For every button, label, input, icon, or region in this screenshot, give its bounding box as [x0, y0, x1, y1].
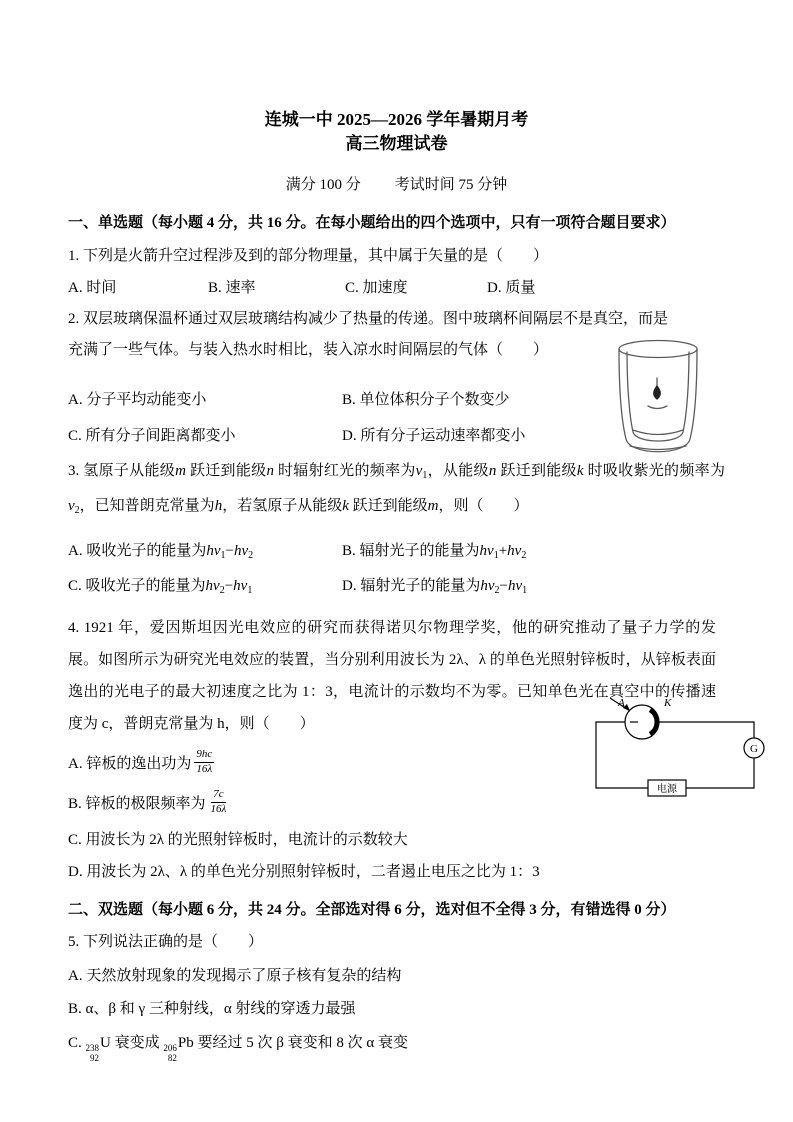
label-anode-a: A [618, 697, 625, 709]
drop-icon [654, 386, 661, 399]
q5-option-b: B. α、β 和 γ 三种射线，α 射线的穿透力最强 [68, 1001, 356, 1017]
cathode-plate [650, 710, 657, 734]
q5-option-a: A. 天然放射现象的发现揭示了原子核有复杂的结构 [68, 968, 402, 984]
q1-option-c: C. 加速度 [345, 280, 408, 296]
wire-bottom-right [686, 758, 754, 788]
q4-option-a: A. 锌板的逸出功为 $\frac{9hc}{16\lambda}$ [68, 748, 213, 775]
question-3-options-row2 [68, 571, 725, 606]
cup-inner-bottom [633, 430, 683, 435]
q1-option-a: A. 时间 [68, 280, 117, 296]
q3-option-c: C. 吸收光子的能量为$hv_2-hv_1$ [68, 578, 253, 596]
question-3-stem: 3. 氢原子从能级m 跃迁到能级n 时辐射红光的频率为$v_1$，从能级n 跃迁到能级k 时吸收紫光的频率为$v_2$，已知普朗克常量为h，若氢原子从能级k 跃迁到能级m，则（ ） [68, 463, 725, 516]
exam-title-line1: 连城一中 2025—2026 学年暑期月考 [264, 110, 529, 129]
question-1-stem: 1. 下列是火箭升空过程涉及到的部分物理量，其中属于矢量的是（ ） [68, 248, 549, 264]
q2-option-d: D. 所有分子运动速率都变小 [342, 428, 526, 444]
q3-option-d: D. 辐射光子的能量为$hv_2-hv_1$ [342, 578, 528, 596]
cup-outer-wall [619, 349, 697, 452]
q2-option-c: C. 所有分子间距离都变小 [68, 428, 236, 444]
exam-meta [68, 174, 725, 196]
question-2-stem: 2. 双层玻璃保温杯通过双层玻璃结构减少了热量的传递。图中玻璃杯间隔层不是真空，而是充满了一些气体。与装入热水时相比，装入凉水时间隔层的气体（ ） [68, 311, 669, 358]
q4-option-c: C. 用波长为 2λ 的光照射锌板时，电流计的示数较大 [68, 832, 408, 848]
wire-left [596, 722, 648, 788]
q4-option-b: B. 锌板的极限频率为 $\frac{7c}{16\lambda}$ [68, 788, 227, 815]
section-1-heading: 一、单选题（每小题 4 分，共 16 分。在每小题给出的四个选项中，只有一项符合题目要求） [68, 215, 676, 231]
question-3-options-row1 [68, 536, 725, 571]
q5-option-c: C. 238 92 U 衰变成 206 82 Pb 要经过 5 次 β 衰变和 8 次 α 衰变 [68, 1035, 408, 1064]
q3-option-b: B. 辐射光子的能量为$hv_1+hv_2$ [342, 543, 527, 561]
section-2-heading: 二、双选题（每小题 6 分，共 24 分。全部选对得 6 分，选对但不全得 3 分，有错选得 0 分） [68, 902, 676, 918]
wire-top-right [659, 722, 754, 738]
q2-option-b: B. 单位体积分子个数变少 [342, 392, 510, 408]
q2-option-a: A. 分子平均动能变小 [68, 392, 207, 408]
q3-option-a: A. 吸收光子的能量为$hv_1-hv_2$ [68, 543, 254, 561]
cup-rim [619, 341, 697, 358]
photoelectric-circuit-figure [586, 696, 768, 802]
exam-full-score: 满分 100 分 [285, 177, 361, 193]
double-wall-glass-figure [610, 334, 708, 468]
q1-option-b: B. 速率 [208, 280, 256, 296]
label-galvanometer-g: G [750, 743, 758, 755]
question-5-stem: 5. 下列说法正确的是（ ） [68, 934, 264, 950]
label-cathode-k: K [664, 697, 672, 709]
drop-underline [648, 406, 667, 409]
question-1-options [68, 274, 725, 302]
q4-option-d: D. 用波长为 2λ、λ 的单色光分别照射锌板时，二者遏止电压之比为 1：3 [68, 864, 540, 880]
label-battery: 电源 [657, 784, 677, 795]
exam-title-line2: 高三物理试卷 [345, 134, 448, 153]
question-4-stem: 4. 1921 年，爱因斯坦因光电效应的研究而获得诺贝尔物理学奖，他的研究推动了量子力学的发展。如图所示为研究光电效应的装置，当分别利用波长为 2λ、λ 的单色光照射锌板时，从锌板表面逸出的光电子的最大初速度之比为 1：3，电流计的示数均不为零。已知单色光在真空中的传播速度为 c，普朗克常量为 h，则（ ） [68, 620, 716, 732]
exam-duration: 考试时间 75 分钟 [394, 177, 508, 193]
q1-option-d: D. 质量 [487, 280, 536, 296]
